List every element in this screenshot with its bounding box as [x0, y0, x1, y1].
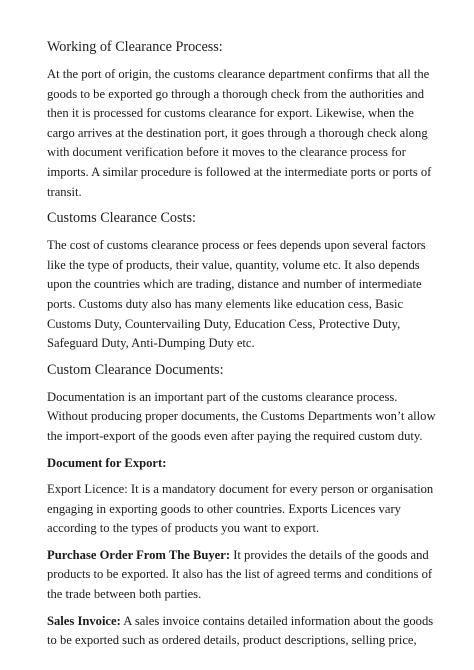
paragraph-sales-invoice: [47, 612, 439, 651]
heading-customs-clearance-costs: Customs Clearance Costs:: [47, 210, 196, 227]
sales-invoice-label: Sales Invoice:: [47, 613, 121, 628]
sales-invoice-text: A sales invoice contains detailed information about the goods to be exported such as ordered details, product descriptions, selling price,: [47, 613, 434, 648]
heading-document-for-export: Document for Export:: [47, 455, 167, 470]
paragraph-working-of-clearance: At the port of origin, the customs clearance department confirms that all the goods to be exported go through a thorough check from the authorities and then it is processed for customs clearance for export. Likewise, when the cargo arrives at the destination port, it goes through a thorough check along with document verification before it moves to the clearance process for imports. A similar procedure is followed at the intermediate ports or ports of transit.: [47, 67, 432, 199]
heading-custom-clearance-documents: Custom Clearance Documents:: [47, 361, 224, 378]
paragraph-export-licence: Export Licence: It is a mandatory document for every person or organisation engaging in exporting goods to other countries. Exports Licences vary according to the types of products you want to export.: [47, 482, 434, 536]
purchase-order-label: Purchase Order From The Buyer:: [47, 547, 231, 562]
paragraph-custom-clearance-documents: Documentation is an important part of the customs clearance process. Without producing proper documents, the Customs Departments won’t allow the import-export of the goods even after paying the required custom duty.: [47, 389, 436, 443]
purchase-order-text: It provides the details of the goods and products to be exported. It also has the list of agreed terms and conditions of the trade between both parties.: [47, 547, 433, 602]
paragraph-purchase-order: [47, 546, 439, 605]
document-page: [47, 36, 439, 658]
heading-working-of-clearance: Working of Clearance Process:: [47, 39, 223, 55]
paragraph-customs-clearance-costs: The cost of customs clearance process or fees depends upon several factors like the type of products, their value, quantity, volume etc. It also depends upon the countries which are trading, distance and number of intermediate ports. Customs duty also has many elements like education cess, Basic Customs Duty, Countervailing Duty, Education Cess, Protective Duty, Safeguard Duty, Anti-Dumping Duty etc.: [47, 238, 426, 351]
